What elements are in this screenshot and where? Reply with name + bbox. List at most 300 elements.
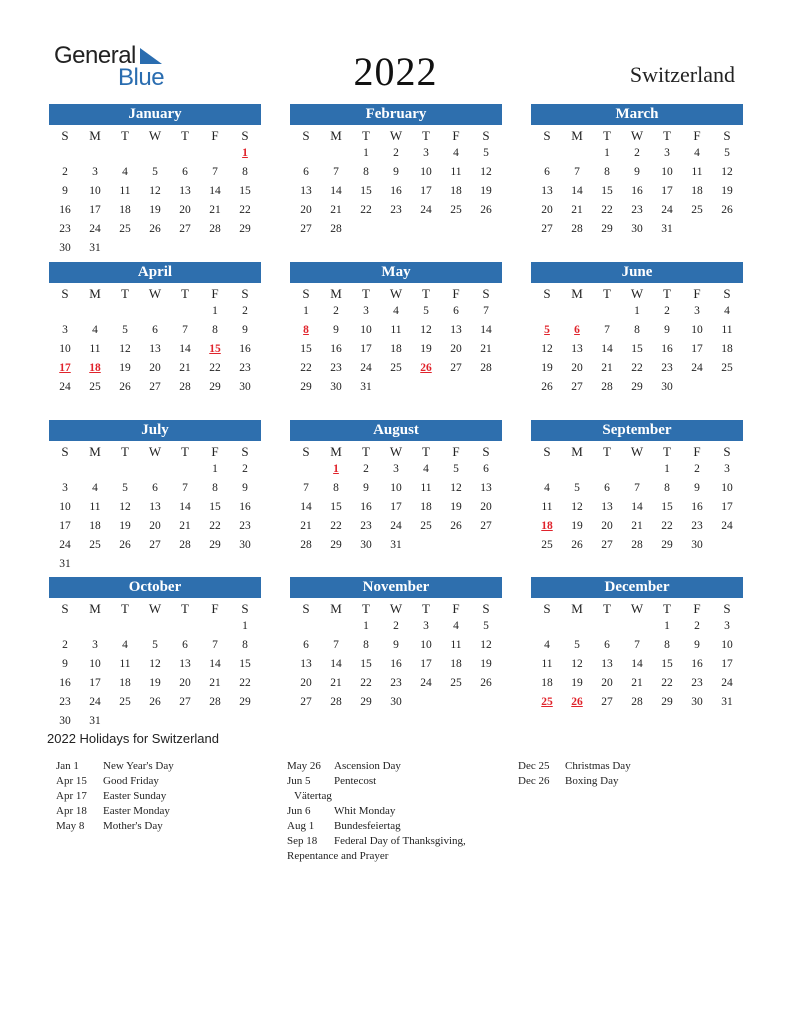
day-cell: 15 (360, 658, 372, 670)
holiday-day-cell: 1 (333, 463, 339, 475)
day-cell: 15 (661, 501, 673, 513)
weekday-label: T (663, 601, 671, 616)
day-cell: 21 (601, 362, 613, 374)
day-cell: 28 (631, 696, 643, 708)
empty-day-cell (321, 617, 351, 636)
day-cell: 14 (631, 658, 643, 670)
day-cell: 6 (303, 639, 309, 651)
day-cell: 3 (62, 324, 68, 336)
weekday-label: M (571, 444, 583, 459)
day-cell: 25 (721, 362, 733, 374)
day-cell: 4 (694, 147, 700, 159)
weekday-label: T (422, 286, 430, 301)
holiday-day-cell: 18 (541, 520, 553, 532)
month-header: May (290, 262, 502, 283)
day-cell: 11 (89, 343, 101, 355)
day-cell: 20 (480, 501, 492, 513)
empty-day-cell (200, 144, 230, 163)
weekday-label: S (302, 286, 310, 301)
weekday-label: W (148, 444, 162, 459)
day-cell: 16 (360, 501, 372, 513)
day-cell: 4 (453, 147, 459, 159)
holiday-name: Ascension Day (334, 760, 401, 772)
day-cell: 31 (661, 223, 673, 235)
day-cell: 16 (330, 343, 342, 355)
day-cell: 13 (149, 501, 161, 513)
holiday-name: Boxing Day (565, 775, 619, 787)
day-cell: 4 (393, 305, 399, 317)
day-cell: 6 (182, 639, 188, 651)
day-cell: 26 (721, 204, 733, 216)
day-cell: 23 (239, 520, 251, 532)
weekday-label: M (89, 601, 101, 616)
weekday-label: F (693, 286, 701, 301)
day-cell: 24 (59, 381, 71, 393)
day-cell: 5 (122, 324, 128, 336)
day-cell: 24 (360, 362, 372, 374)
day-cell: 23 (661, 362, 673, 374)
day-cell: 6 (604, 482, 610, 494)
day-cell: 2 (393, 620, 399, 632)
day-cell: 9 (363, 482, 369, 494)
day-cell: 28 (179, 381, 191, 393)
weekday-label: S (241, 601, 249, 616)
day-cell: 22 (360, 677, 372, 689)
empty-day-cell (592, 302, 622, 321)
day-cell: 23 (691, 677, 703, 689)
weekday-label: T (603, 601, 611, 616)
day-cell: 26 (480, 677, 492, 689)
day-cell: 5 (423, 305, 429, 317)
month-january (49, 104, 261, 258)
month-grid (291, 283, 502, 397)
day-cell: 20 (300, 677, 312, 689)
weekday-label: T (663, 128, 671, 143)
empty-day-cell (562, 460, 592, 479)
day-cell: 8 (363, 166, 369, 178)
day-cell: 27 (149, 539, 161, 551)
day-cell: 19 (480, 185, 492, 197)
day-cell: 17 (721, 501, 733, 513)
day-cell: 19 (721, 185, 733, 197)
day-cell: 28 (300, 539, 312, 551)
day-cell: 21 (209, 677, 221, 689)
holiday-date: Dec 26 (518, 775, 550, 787)
day-cell: 4 (423, 463, 429, 475)
day-cell: 31 (59, 558, 71, 570)
day-cell: 22 (360, 204, 372, 216)
day-cell: 5 (122, 482, 128, 494)
day-cell: 1 (303, 305, 309, 317)
weekday-label: S (241, 286, 249, 301)
day-cell: 6 (152, 482, 158, 494)
holiday-day-cell: 26 (571, 696, 583, 708)
day-cell: 24 (721, 520, 733, 532)
day-cell: 7 (333, 639, 339, 651)
day-cell: 17 (89, 204, 101, 216)
day-cell: 9 (333, 324, 339, 336)
day-cell: 27 (179, 223, 191, 235)
day-cell: 20 (571, 362, 583, 374)
day-cell: 8 (604, 166, 610, 178)
day-cell: 16 (239, 501, 251, 513)
day-cell: 2 (393, 147, 399, 159)
day-cell: 11 (89, 501, 101, 513)
empty-day-cell (291, 144, 321, 163)
day-cell: 3 (423, 147, 429, 159)
day-cell: 10 (89, 185, 101, 197)
month-december (531, 577, 743, 712)
day-cell: 19 (480, 658, 492, 670)
day-cell: 20 (179, 204, 191, 216)
day-cell: 29 (360, 696, 372, 708)
day-cell: 16 (661, 343, 673, 355)
day-cell: 29 (661, 539, 673, 551)
day-cell: 16 (59, 677, 71, 689)
month-header: November (290, 577, 502, 598)
day-cell: 12 (119, 343, 131, 355)
day-cell: 30 (59, 242, 71, 254)
holiday-day-cell: 6 (574, 324, 580, 336)
day-cell: 7 (212, 166, 218, 178)
day-cell: 7 (303, 482, 309, 494)
day-cell: 25 (89, 539, 101, 551)
day-cell: 14 (601, 343, 613, 355)
holiday-date: Apr 18 (56, 805, 87, 817)
day-cell: 3 (724, 620, 730, 632)
day-cell: 12 (420, 324, 432, 336)
holiday-name: Christmas Day (565, 760, 631, 772)
day-cell: 5 (724, 147, 730, 159)
month-header: March (531, 104, 743, 125)
day-cell: 24 (420, 204, 432, 216)
holiday-day-cell: 8 (303, 324, 309, 336)
day-cell: 19 (149, 677, 161, 689)
day-cell: 13 (149, 343, 161, 355)
day-cell: 23 (59, 696, 71, 708)
weekday-label: T (663, 444, 671, 459)
empty-day-cell (140, 302, 170, 321)
day-cell: 18 (691, 185, 703, 197)
weekday-label: M (571, 286, 583, 301)
day-cell: 25 (691, 204, 703, 216)
day-cell: 4 (92, 324, 98, 336)
weekday-label: M (330, 128, 342, 143)
day-cell: 3 (62, 482, 68, 494)
day-cell: 15 (330, 501, 342, 513)
day-cell: 7 (634, 639, 640, 651)
day-cell: 21 (330, 677, 342, 689)
day-cell: 15 (239, 185, 251, 197)
day-cell: 9 (242, 482, 248, 494)
day-cell: 23 (59, 223, 71, 235)
empty-day-cell (110, 460, 140, 479)
empty-day-cell (532, 460, 562, 479)
day-cell: 6 (182, 166, 188, 178)
month-header: February (290, 104, 502, 125)
day-cell: 8 (242, 639, 248, 651)
weekday-label: T (121, 601, 129, 616)
weekday-label: S (543, 286, 551, 301)
day-cell: 27 (179, 696, 191, 708)
day-cell: 21 (209, 204, 221, 216)
month-header: December (531, 577, 743, 598)
day-cell: 30 (330, 381, 342, 393)
day-cell: 19 (119, 520, 131, 532)
holiday-name: Mother's Day (103, 820, 163, 832)
day-cell: 25 (119, 223, 131, 235)
day-cell: 14 (480, 324, 492, 336)
empty-day-cell (532, 302, 562, 321)
day-cell: 11 (691, 166, 703, 178)
month-grid (50, 125, 261, 258)
day-cell: 21 (631, 520, 643, 532)
day-cell: 11 (541, 501, 553, 513)
holiday-name: Federal Day of Thanksgiving, (334, 835, 466, 847)
day-cell: 2 (62, 639, 68, 651)
empty-day-cell (110, 617, 140, 636)
day-cell: 15 (209, 501, 221, 513)
day-cell: 26 (149, 696, 161, 708)
day-cell: 2 (363, 463, 369, 475)
holiday-day-cell: 26 (420, 362, 432, 374)
weekday-label: S (61, 601, 69, 616)
day-cell: 13 (541, 185, 553, 197)
day-cell: 4 (122, 166, 128, 178)
day-cell: 5 (574, 639, 580, 651)
day-cell: 11 (721, 324, 733, 336)
day-cell: 25 (450, 204, 462, 216)
weekday-label: T (121, 128, 129, 143)
day-cell: 25 (420, 520, 432, 532)
day-cell: 1 (363, 147, 369, 159)
empty-day-cell (592, 617, 622, 636)
empty-day-cell (532, 144, 562, 163)
day-cell: 7 (634, 482, 640, 494)
day-cell: 12 (571, 501, 583, 513)
day-cell: 10 (360, 324, 372, 336)
day-cell: 1 (664, 463, 670, 475)
holiday-name: Easter Monday (103, 805, 170, 817)
weekday-label: T (362, 601, 370, 616)
day-cell: 15 (239, 658, 251, 670)
day-cell: 17 (661, 185, 673, 197)
day-cell: 13 (300, 185, 312, 197)
weekday-label: T (181, 286, 189, 301)
day-cell: 19 (571, 677, 583, 689)
day-cell: 3 (423, 620, 429, 632)
holiday-name: Vätertag (294, 790, 332, 802)
day-cell: 11 (390, 324, 402, 336)
weekday-label: T (603, 128, 611, 143)
weekday-label: S (723, 444, 731, 459)
weekday-label: S (61, 444, 69, 459)
day-cell: 17 (390, 501, 402, 513)
weekday-label: M (89, 286, 101, 301)
day-cell: 19 (119, 362, 131, 374)
day-cell: 10 (59, 343, 71, 355)
weekday-label: F (693, 601, 701, 616)
month-header: July (49, 420, 261, 441)
weekday-label: W (630, 286, 644, 301)
empty-day-cell (50, 460, 80, 479)
day-cell: 1 (212, 305, 218, 317)
day-cell: 11 (541, 658, 553, 670)
month-grid (50, 441, 261, 574)
day-cell: 4 (92, 482, 98, 494)
day-cell: 8 (212, 482, 218, 494)
day-cell: 17 (420, 185, 432, 197)
holiday-day-cell: 1 (242, 147, 248, 159)
day-cell: 13 (450, 324, 462, 336)
day-cell: 17 (721, 658, 733, 670)
day-cell: 8 (212, 324, 218, 336)
day-cell: 25 (541, 539, 553, 551)
day-cell: 22 (330, 520, 342, 532)
weekday-label: T (603, 444, 611, 459)
day-cell: 30 (691, 696, 703, 708)
weekday-label: S (482, 128, 490, 143)
weekday-label: S (543, 444, 551, 459)
day-cell: 25 (89, 381, 101, 393)
day-cell: 31 (89, 242, 101, 254)
day-cell: 28 (330, 223, 342, 235)
weekday-label: T (603, 286, 611, 301)
day-cell: 9 (393, 639, 399, 651)
weekday-label: S (241, 444, 249, 459)
month-grid (532, 441, 743, 555)
month-august (290, 420, 502, 555)
day-cell: 18 (450, 185, 462, 197)
day-cell: 9 (62, 185, 68, 197)
day-cell: 5 (574, 482, 580, 494)
weekday-label: M (330, 601, 342, 616)
day-cell: 1 (604, 147, 610, 159)
day-cell: 13 (179, 658, 191, 670)
day-cell: 2 (634, 147, 640, 159)
day-cell: 25 (450, 677, 462, 689)
day-cell: 9 (62, 658, 68, 670)
empty-day-cell (291, 460, 321, 479)
holiday-date: May 8 (56, 820, 85, 832)
day-cell: 23 (239, 362, 251, 374)
day-cell: 3 (393, 463, 399, 475)
day-cell: 24 (691, 362, 703, 374)
empty-day-cell (622, 460, 652, 479)
day-cell: 10 (721, 482, 733, 494)
day-cell: 9 (694, 639, 700, 651)
weekday-label: S (61, 286, 69, 301)
holiday-name: Bundesfeiertag (334, 820, 401, 832)
empty-day-cell (110, 302, 140, 321)
empty-day-cell (50, 144, 80, 163)
day-cell: 28 (209, 696, 221, 708)
weekday-label: S (482, 444, 490, 459)
day-cell: 7 (604, 324, 610, 336)
holiday-date: Apr 15 (56, 775, 87, 787)
weekday-label: W (630, 128, 644, 143)
day-cell: 30 (661, 381, 673, 393)
holiday-name: Good Friday (103, 775, 159, 787)
day-cell: 22 (661, 520, 673, 532)
day-cell: 27 (601, 696, 613, 708)
day-cell: 23 (691, 520, 703, 532)
empty-day-cell (562, 144, 592, 163)
holiday-date: May 26 (287, 760, 321, 772)
day-cell: 30 (239, 381, 251, 393)
month-grid (291, 441, 502, 555)
day-cell: 29 (239, 223, 251, 235)
day-cell: 7 (483, 305, 489, 317)
day-cell: 15 (601, 185, 613, 197)
holiday-day-cell: 15 (209, 343, 221, 355)
day-cell: 17 (360, 343, 372, 355)
day-cell: 20 (149, 362, 161, 374)
day-cell: 5 (152, 166, 158, 178)
day-cell: 6 (152, 324, 158, 336)
month-grid (291, 125, 502, 239)
day-cell: 29 (631, 381, 643, 393)
day-cell: 25 (119, 696, 131, 708)
holiday-date: Jun 5 (287, 775, 311, 787)
month-september (531, 420, 743, 555)
day-cell: 18 (89, 520, 101, 532)
holiday-name: Whit Monday (334, 805, 396, 817)
weekday-label: T (121, 444, 129, 459)
day-cell: 22 (209, 362, 221, 374)
month-grid (50, 283, 261, 397)
weekday-label: W (389, 128, 403, 143)
weekday-label: W (148, 601, 162, 616)
day-cell: 11 (450, 166, 462, 178)
month-february (290, 104, 502, 239)
weekday-label: S (543, 601, 551, 616)
empty-day-cell (592, 460, 622, 479)
day-cell: 25 (390, 362, 402, 374)
day-cell: 2 (62, 166, 68, 178)
day-cell: 19 (420, 343, 432, 355)
day-cell: 9 (634, 166, 640, 178)
weekday-label: W (148, 128, 162, 143)
day-cell: 20 (300, 204, 312, 216)
holiday-day-cell: 17 (59, 362, 71, 374)
day-cell: 1 (212, 463, 218, 475)
day-cell: 29 (239, 696, 251, 708)
day-cell: 2 (242, 463, 248, 475)
day-cell: 29 (601, 223, 613, 235)
empty-day-cell (562, 302, 592, 321)
weekday-label: F (452, 601, 460, 616)
day-cell: 21 (300, 520, 312, 532)
weekday-label: S (543, 128, 551, 143)
month-grid (532, 125, 743, 239)
day-cell: 7 (574, 166, 580, 178)
day-cell: 3 (724, 463, 730, 475)
day-cell: 18 (541, 677, 553, 689)
day-cell: 23 (631, 204, 643, 216)
day-cell: 20 (601, 677, 613, 689)
weekday-label: F (452, 286, 460, 301)
empty-day-cell (170, 302, 200, 321)
month-header: September (531, 420, 743, 441)
empty-day-cell (80, 460, 110, 479)
day-cell: 30 (59, 715, 71, 727)
weekday-label: S (302, 601, 310, 616)
day-cell: 17 (420, 658, 432, 670)
day-cell: 16 (239, 343, 251, 355)
holiday-date: Sep 18 (287, 835, 318, 847)
day-cell: 26 (571, 539, 583, 551)
